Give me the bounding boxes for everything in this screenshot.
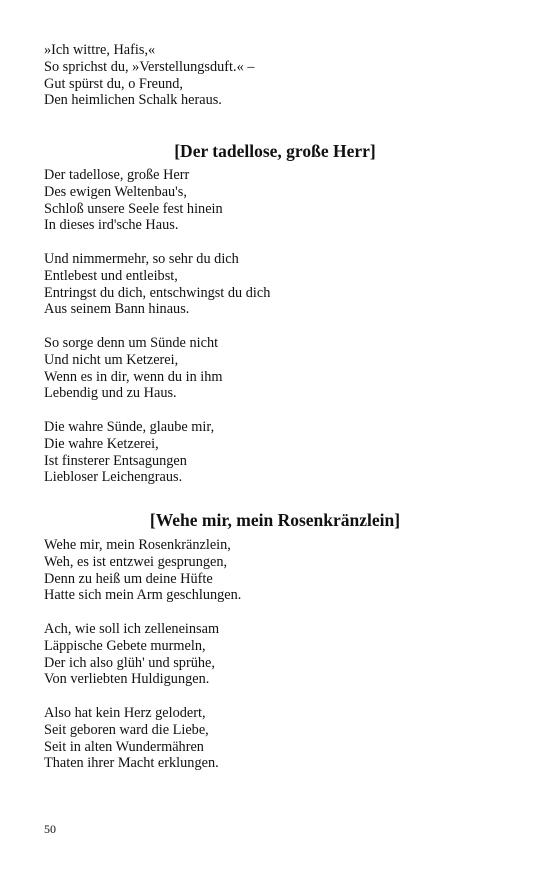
stanza xyxy=(44,251,270,318)
verse-line: Der ich also glüh' und sprühe, xyxy=(44,654,215,671)
verse-line: Wenn es in dir, wenn du in ihm xyxy=(44,368,223,385)
verse-line: Und nimmermehr, so sehr du dich xyxy=(44,251,239,267)
verse-line: Den heimlichen Schalk heraus. xyxy=(44,92,222,109)
verse-line: Also hat kein Herz gelodert, xyxy=(44,705,206,721)
verse-line: Und nicht um Ketzerei, xyxy=(44,351,179,368)
verse-line: »Ich wittre, Hafis,« xyxy=(44,42,156,58)
verse-line: Seit geboren ward die Liebe, xyxy=(44,721,209,738)
verse-line: Von verliebten Huldigungen. xyxy=(44,671,210,688)
stanza xyxy=(44,167,223,234)
verse-line: Entlebest und entleibst, xyxy=(44,267,178,284)
verse-line: Seit in alten Wundermähren xyxy=(44,738,204,755)
poem-title: [Der tadellose, große Herr] xyxy=(174,141,376,161)
poem-title: [Wehe mir, mein Rosenkränzlein] xyxy=(149,510,401,530)
stanza xyxy=(44,335,223,402)
verse-line: Des ewigen Weltenbau's, xyxy=(44,183,187,200)
verse-line: Ist finsterer Entsagungen xyxy=(44,452,187,469)
verse-line: Läppische Gebete murmeln, xyxy=(44,637,206,654)
verse-line: Wehe mir, mein Rosenkränzlein, xyxy=(44,537,231,553)
verse-line: Die wahre Ketzerei, xyxy=(44,435,159,452)
stanza xyxy=(44,419,214,486)
verse-line: Liebloser Leichengraus. xyxy=(44,469,183,486)
stanza xyxy=(44,621,219,688)
verse-line: Der tadellose, große Herr xyxy=(44,167,190,183)
verse-line: Thaten ihrer Macht erklungen. xyxy=(44,755,219,772)
stanza xyxy=(44,705,219,772)
page-number: 50 xyxy=(44,822,56,836)
verse-line: Denn zu heiß um deine Hüfte xyxy=(44,570,213,587)
verse-line: Ach, wie soll ich zelleneinsam xyxy=(44,621,220,637)
verse-line: Schloß unsere Seele fest hinein xyxy=(44,200,223,217)
verse-line: Gut spürst du, o Freund, xyxy=(44,75,183,92)
verse-line: Entringst du dich, entschwingst du dich xyxy=(44,284,271,301)
stanza xyxy=(44,537,241,604)
verse-line: Lebendig und zu Haus. xyxy=(44,385,177,402)
verse-line: Aus seinem Bann hinaus. xyxy=(44,301,190,318)
stanza xyxy=(44,42,254,109)
verse-line: So sorge denn um Sünde nicht xyxy=(44,335,219,351)
verse-line: In dieses ird'sche Haus. xyxy=(44,217,179,234)
verse-line: Die wahre Sünde, glaube mir, xyxy=(44,419,215,435)
verse-line: Hatte sich mein Arm geschlungen. xyxy=(44,587,242,604)
verse-line: Weh, es ist entzwei gesprungen, xyxy=(44,553,228,570)
verse-line: So sprichst du, »Verstellungsduft.« – xyxy=(44,58,255,75)
